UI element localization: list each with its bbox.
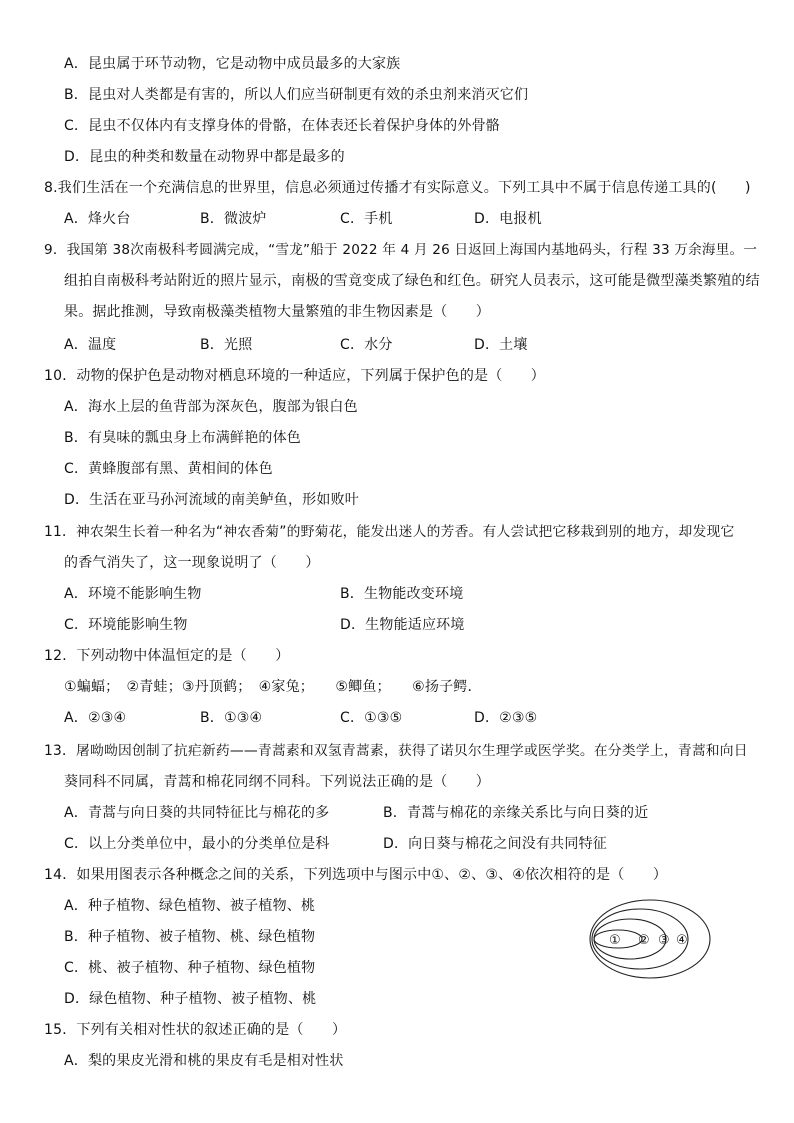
- q11-stem-line2: 的香气消失了，这一现象说明了（ ）: [64, 555, 320, 571]
- q7-option-d: D．昆虫的种类和数量在动物界中都是最多的: [64, 149, 345, 165]
- q10-option-d: D．生活在亚马孙河流域的南美鲈鱼，形如败叶: [64, 492, 359, 508]
- q9-option-b: B．光照: [200, 337, 253, 353]
- q12-option-a: A．②③④: [64, 710, 127, 726]
- q12-option-b: B．①③④: [200, 710, 263, 726]
- q11-option-c: C．环境能影响生物: [64, 617, 188, 633]
- figure-label-2: ②: [638, 933, 650, 948]
- q13-option-d: D．向日葵与棉花之间没有共同特征: [383, 836, 607, 852]
- q7-option-b: B．昆虫对人类都是有害的，所以人们应当研制更有效的杀虫剂来消灭它们: [64, 87, 529, 103]
- q15-stem: 15．下列有关相对性状的叙述正确的是（ ）: [44, 1022, 347, 1038]
- q11-option-a: A．环境不能影响生物: [64, 586, 202, 602]
- q9-stem-line1: 9．我国第 38次南极科考圆满完成，“雪龙”船于 2022 年 4 月 26 日返回上海国内基地码头，行程 33 万余海里。一: [44, 242, 758, 258]
- q13-stem-line1: 13．屠呦呦因创制了抗疟新药——青蒿素和双氢青蒿素，获得了诺贝尔生理学或医学奖。在分类学上，青蒿和向日: [44, 743, 748, 759]
- q7-option-a: A．昆虫属于环节动物，它是动物中成员最多的大家族: [64, 56, 401, 72]
- q9-option-c: C．水分: [340, 337, 393, 353]
- q8-option-c: C．手机: [340, 211, 393, 227]
- q9-stem-line3: 果。据此推测，导致南极藻类植物大量繁殖的非生物因素是（ ）: [64, 304, 490, 320]
- q11-option-d: D．生物能适应环境: [340, 617, 465, 633]
- q10-stem: 10．动物的保护色是动物对栖息环境的一种适应，下列属于保护色的是（ ）: [44, 368, 546, 384]
- q14-option-b: B．种子植物、被子植物、桃、绿色植物: [64, 929, 316, 945]
- q13-option-c: C．以上分类单位中，最小的分类单位是科: [64, 836, 330, 852]
- q12-option-c: C．①③⑤: [340, 710, 403, 726]
- q14-option-a: A．种子植物、绿色植物、被子植物、桃: [64, 898, 316, 914]
- q13-stem-line2: 葵同科不同属，青蒿和棉花同纲不同科。下列说法正确的是（ ）: [64, 774, 490, 790]
- q9-option-d: D．土壤: [474, 337, 528, 353]
- q14-option-d: D．绿色植物、种子植物、被子植物、桃: [64, 991, 317, 1007]
- q14-stem: 14．如果用图表示各种概念之间的关系，下列选项中与图示中①、②、③、④依次相符的是（ ）: [44, 867, 668, 883]
- q12-items: ①蝙蝠； ②青蛙；③丹顶鹤； ④家兔； ⑤鲫鱼； ⑥扬子鳄．: [64, 679, 482, 695]
- q10-option-c: C．黄蜂腹部有黑、黄相间的体色: [64, 461, 273, 477]
- q9-option-a: A．温度: [64, 337, 117, 353]
- q8-option-a: A．烽火台: [64, 211, 131, 227]
- q10-option-b: B．有臭味的瓢虫身上布满鲜艳的体色: [64, 430, 302, 446]
- figure-label-4: ④: [676, 933, 688, 948]
- figure-label-1: ①: [609, 933, 621, 948]
- q9-stem-line2: 组拍自南极科考站附近的照片显示，南极的雪竟变成了绿色和红色。研究人员表示，这可能是微型藻类繁殖的结: [64, 273, 760, 289]
- q10-option-a: A．海水上层的鱼背部为深灰色，腹部为银白色: [64, 399, 358, 415]
- nested-ellipses-figure: [588, 898, 712, 980]
- q15-option-a: A．梨的果皮光滑和桃的果皮有毛是相对性状: [64, 1053, 344, 1069]
- q8-stem: 8.我们生活在一个充满信息的世界里，信息必须通过传播才有实际意义。下列工具中不属于信息传递工具的( ): [44, 180, 751, 196]
- q7-option-c: C．昆虫不仅体内有支撑身体的骨骼，在体表还长着保护身体的外骨骼: [64, 118, 500, 134]
- ellipse-2: [594, 919, 666, 959]
- q13-option-a: A．青蒿与向日葵的共同特征比与棉花的多: [64, 805, 330, 821]
- q13-option-b: B．青蒿与棉花的亲缘关系比与向日葵的近: [383, 805, 649, 821]
- q11-stem-line1: 11．神农架生长着一种名为“神农香菊”的野菊花，能发出迷人的芳香。有人尝试把它移栽到别的地方，却发现它: [44, 524, 735, 540]
- ellipse-4: [590, 900, 710, 978]
- q8-option-b: B．微波炉: [200, 211, 267, 227]
- q14-option-c: C．桃、被子植物、种子植物、绿色植物: [64, 960, 316, 976]
- figure-label-3: ③: [658, 933, 670, 948]
- q12-option-d: D．②③⑤: [474, 710, 538, 726]
- q8-option-d: D．电报机: [474, 211, 542, 227]
- q12-stem: 12．下列动物中体温恒定的是（ ）: [44, 648, 290, 664]
- q11-option-b: B．生物能改变环境: [340, 586, 464, 602]
